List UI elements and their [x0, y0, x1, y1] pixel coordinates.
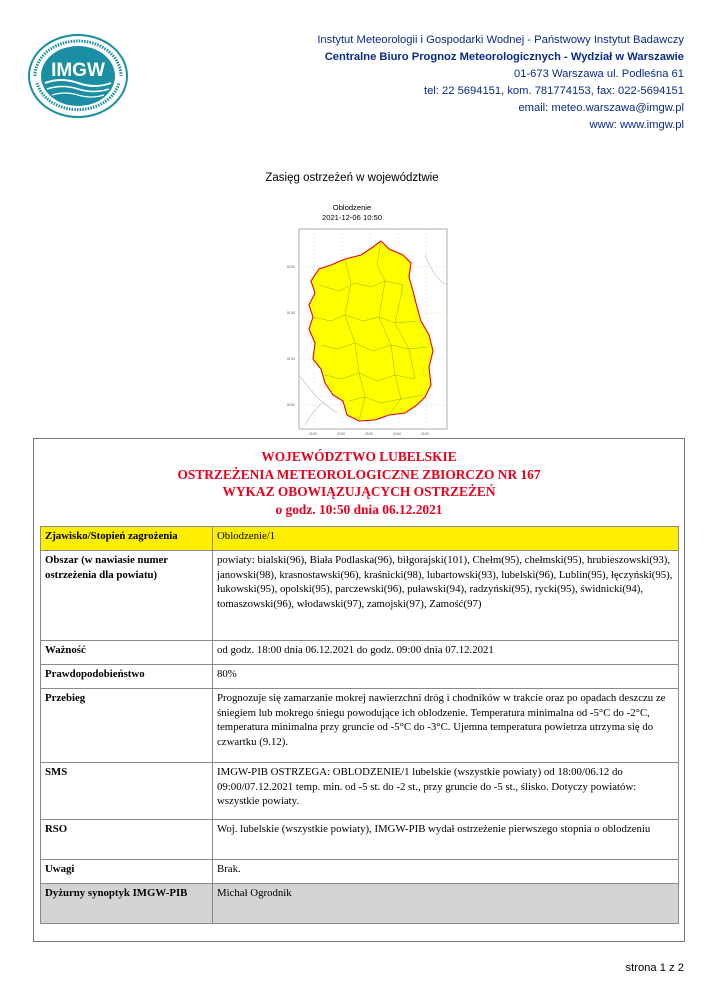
row-key: SMS — [41, 763, 213, 820]
table-row — [41, 689, 679, 763]
row-key: Uwagi — [41, 860, 213, 884]
warning-titles — [34, 439, 684, 526]
row-key: Prawdopodobieństwo — [41, 665, 213, 689]
row-key: Dyżurny synoptyk IMGW-PIB — [41, 884, 213, 924]
imgw-logo — [27, 33, 129, 119]
department-name: Centralne Biuro Prognoz Meteorologicznych - Wydział w Warszawie — [324, 51, 684, 63]
row-key: Przebieg — [41, 689, 213, 763]
voivodeship-title: WOJEWÓDZTWO LUBELSKIE — [261, 449, 457, 464]
phone-fax: tel: 22 5694151, kom. 781774153, fax: 022-5694151 — [423, 85, 684, 97]
bulletin-title: OSTRZEŻENIA METEOROLOGICZNE ZBIORCZO NR 167 — [177, 466, 541, 482]
warning-box — [33, 438, 685, 942]
row-value: od godz. 18:00 dnia 06.12.2021 do godz. 09:00 dnia 07.12.2021 — [213, 641, 679, 665]
map-datetime: 2021-12-06 10:50 — [322, 212, 382, 222]
row-value: 80% — [213, 665, 679, 689]
institute-header — [317, 32, 684, 134]
lat-label: 51.50 — [287, 311, 295, 315]
lat-label: 51.00 — [287, 357, 295, 361]
row-value: powiaty: bialski(96), Biała Podlaska(96), biłgorajski(101), Chełm(95), chełmski(95), hrubieszowski(93), janowski(98), krasnostawski(96), kraśnicki(98), lubartowski(93), lubelski(96), Lublin(95), łęczyński(95), łukowski(95), opolski(95), parczewski(96), puławski(94), radzyński(95), rycki(95), świdnicki(94), tomaszowski(96), włodawski(97), zamojski(97), Zamość(97) — [213, 551, 679, 641]
logo-text: IMGW — [51, 60, 105, 81]
table-row — [41, 884, 679, 924]
row-key: Ważność — [41, 641, 213, 665]
row-value: Prognozuje się zamarzanie mokrej nawierzchni dróg i chodników w trakcie oraz po opadach deszczu ze śniegiem lub mokrego śniegu powodujące ich oblodzenie. Temperatura minimalna od -5°C do -2°C, temperatura minimalna przy gruncie od -5°C do -3°C. Ujemna temperatura powietrza utrzyma się do czwartku (9.12). — [213, 689, 679, 763]
table-row — [41, 763, 679, 820]
issue-time: o godz. 10:50 dnia 06.12.2021 — [275, 501, 443, 517]
table-row — [41, 665, 679, 689]
table-row — [41, 641, 679, 665]
list-title: WYKAZ OBOWIĄZUJĄCYCH OSTRZEŻEŃ — [222, 484, 496, 500]
row-key: Zjawisko/Stopień zagrożenia — [41, 527, 213, 551]
row-value: Woj. lubelskie (wszystkie powiaty), IMGW-PIB wydał ostrzeżenie pierwszego stopnia o oblodzeniu — [213, 820, 679, 860]
warning-map — [285, 225, 448, 438]
page-number: strona 1 z 2 — [625, 962, 684, 974]
institute-name: Instytut Meteorologii i Gospodarki Wodnej - Państwowy Instytut Badawczy — [317, 34, 684, 46]
row-key: Obszar (w nawiasie numer ostrzeżenia dla powiatu) — [41, 551, 213, 641]
table-row — [41, 551, 679, 641]
section-title: Zasięg ostrzeżeń w województwie — [265, 172, 439, 184]
table-row — [41, 527, 679, 551]
row-value: Oblodzenie/1 — [213, 527, 679, 551]
lon-label: 22.50 — [337, 432, 345, 436]
lat-label: 52.00 — [287, 265, 295, 269]
map-title — [0, 203, 704, 222]
table-row — [41, 820, 679, 860]
row-value: IMGW-PIB OSTRZEGA: OBLODZENIE/1 lubelskie (wszystkie powiaty) od 18:00/06.12 do 09:00/07.12.2021 temp. min. od -5 st. do -2 st., przy gruncie do -5 st., ślisko. Dotyczy powiatów: wszystkie powiaty. — [213, 763, 679, 820]
lon-label: 23.00 — [365, 432, 373, 436]
row-value: Michał Ogrodnik — [213, 884, 679, 924]
row-value: Brak. — [213, 860, 679, 884]
website[interactable]: www: www.imgw.pl — [589, 119, 684, 131]
warning-table — [40, 526, 679, 924]
lon-label: 24.00 — [421, 432, 429, 436]
lon-label: 22.00 — [309, 432, 317, 436]
lon-label: 23.50 — [393, 432, 401, 436]
table-row — [41, 860, 679, 884]
lat-label: 50.50 — [287, 403, 295, 407]
email[interactable]: email: meteo.warszawa@imgw.pl — [518, 102, 684, 114]
map-phenomenon: Oblodzenie — [332, 203, 372, 212]
address: 01-673 Warszawa ul. Podleśna 61 — [514, 68, 684, 80]
row-key: RSO — [41, 820, 213, 860]
